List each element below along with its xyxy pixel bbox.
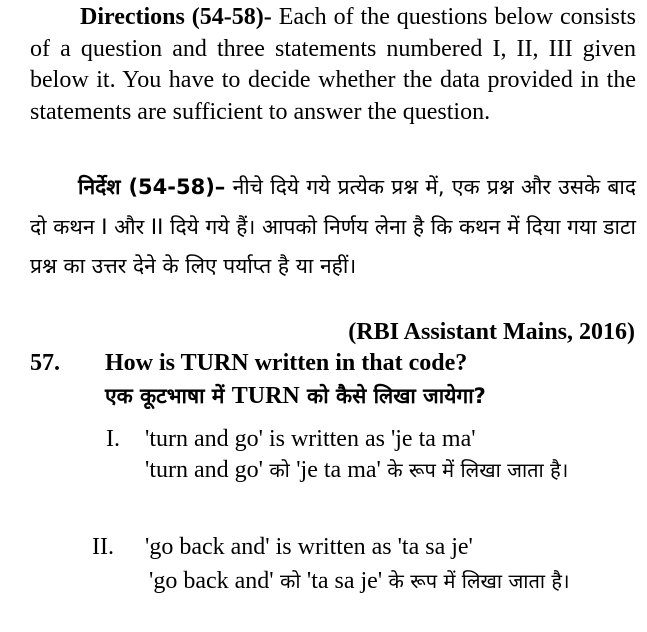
- directions-label: Directions (54-58)-: [80, 4, 272, 30]
- directions-hindi-text: नीचे दिये गये प्रत्येक प्रश्न में, एक प्रश्न और उसके बाद दो कथन I और II दिये गये हैं। आपको निर्णय लेना है कि कथन में दिया गया डाटा प्रश्न का उत्तर देने के लिए पर्याप्त है या नहीं।: [30, 175, 636, 278]
- question-text-english: How is TURN written in that code?: [105, 350, 468, 376]
- statement-2-text-hindi: [149, 563, 637, 599]
- question-hindi-pre: एक कूटभाषा में: [105, 384, 232, 408]
- statement-2-text-english: 'go back and' is written as 'ta sa je': [145, 534, 473, 560]
- exam-source: (RBI Assistant Mains, 2016): [348, 319, 635, 345]
- statement-2-number: II.: [92, 534, 114, 560]
- directions-hindi: [30, 168, 636, 287]
- statement-1-text-hindi: [145, 452, 637, 488]
- statement-1-hindi-tail: के रूप में लिखा जाता है।: [380, 458, 569, 482]
- directions-text: Each of the questions below consists of a question and three statements numbered I, II, III given below it. You have to decide whether the data provided in the statements are sufficient to answer the question.: [30, 4, 636, 125]
- statement-2-hindi-quote: 'go back and': [149, 568, 274, 594]
- statement-2-hindi-code: 'ta sa je': [306, 568, 383, 594]
- question-text-hindi: [105, 380, 486, 412]
- statement-1-hindi-code: 'je ta ma': [296, 457, 381, 483]
- directions-hindi-label: निर्देश (54-58)–: [78, 175, 226, 199]
- directions-english: [30, 2, 636, 128]
- question-hindi-post: को कैसे लिखा जायेगा?: [299, 384, 486, 408]
- statement-2-hindi-tail: के रूप में लिखा जाता है।: [382, 569, 570, 593]
- statement-2-hindi-ko: को: [273, 569, 307, 593]
- statement-1-text-english: 'turn and go' is written as 'je ta ma': [145, 426, 476, 452]
- question-hindi-word: TURN: [231, 383, 300, 409]
- statement-1-hindi-ko: को: [262, 458, 297, 482]
- statement-1-hindi-quote: 'turn and go': [145, 457, 263, 483]
- statement-1-number: I.: [106, 426, 120, 452]
- question-number: 57.: [30, 350, 60, 376]
